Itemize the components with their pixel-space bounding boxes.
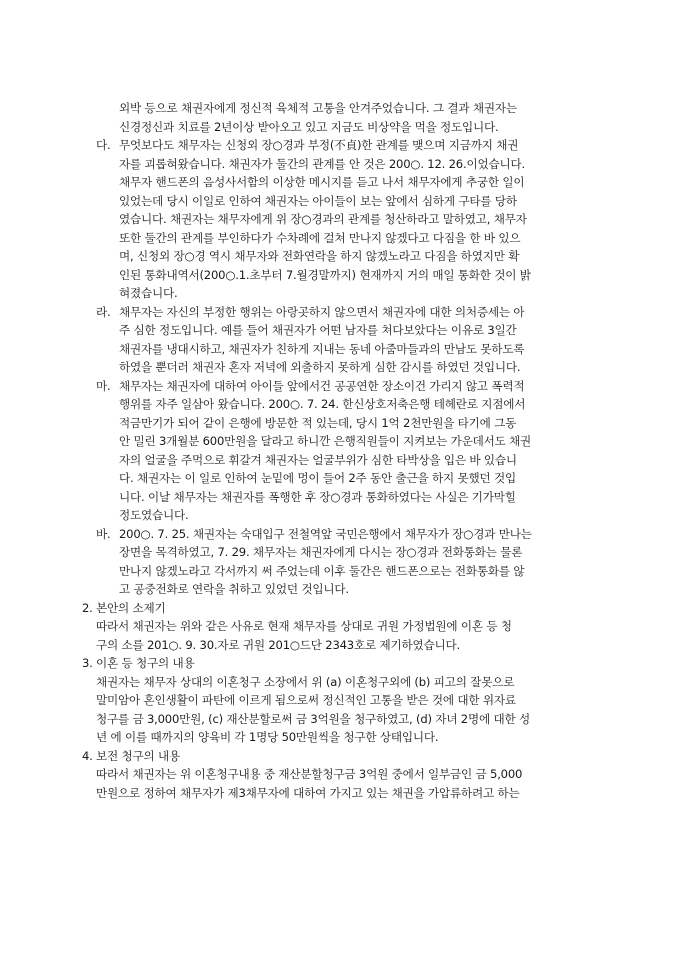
text-line: 정도였습니다. (119, 508, 189, 522)
item-marker-da: 다. (96, 138, 111, 152)
text-line: 또한 둘간의 관계를 부인하다가 수차례에 걸쳐 만나지 않겠다고 다짐을 한 바 있으 (119, 231, 521, 245)
section-heading: 보전 청구의 내용 (96, 749, 180, 763)
text-line: 다. 채권자는 이 일로 인하여 눈밑에 멍이 들어 2주 동안 출근을 하지 못했던 것입 (119, 471, 516, 485)
text-line: 따라서 채권자는 위와 같은 사유로 현재 채무자를 상대로 귀원 가정법원에 이혼 등 청 (96, 619, 512, 633)
text-line: 무엇보다도 채무자는 신청외 장○경과 부정(不貞)한 관계를 맺으며 지금까지 채권 (119, 138, 519, 152)
text-line: 채무자는 채권자에 대하여 아이들 앞에서건 공공연한 장소이건 가리지 않고 폭력적 (119, 379, 525, 393)
text-line: 채권자는 채무자 상대의 이혼청구 소장에서 위 (a) 이혼청구외에 (b) 피고의 잘못으로 (96, 675, 515, 689)
text-line: 고 공중전화로 연락을 취하고 있었던 것입니다. (119, 582, 349, 596)
item-marker-ra: 라. (96, 305, 111, 319)
text-line: 년 에 이를 때까지의 양육비 각 1명당 50만원씩을 청구한 상태입니다. (96, 730, 439, 744)
text-line: 있었는데 당시 이일로 인하여 채권자는 아이들이 보는 앞에서 심하게 구타를 당하 (119, 194, 517, 208)
text-line: 만나지 않겠노라고 각서까지 써 주었는데 이후 둘간은 핸드폰으로는 전화통화를 않 (119, 564, 525, 578)
text-line: 채무자 핸드폰의 음성사서함의 이상한 메시지를 듣고 나서 채무자에게 추궁한 일이 (119, 175, 525, 189)
section-number-4: 4. (82, 749, 93, 763)
text-line: 였습니다. 채권자는 채무자에게 위 장○경과의 관계를 청산하라고 말하였고, 채무자 (119, 212, 527, 226)
text-line: 자를 괴롭혀왔습니다. 채권자가 둘간의 관계를 안 것은 200○. 12. 26.이었습니다. (119, 157, 525, 171)
text-line: 자의 얼굴을 주먹으로 휘갈겨 채권자는 얼굴부위가 심한 타박상을 입은 바 있습니 (119, 453, 517, 467)
section-heading: 이혼 등 청구의 내용 (96, 656, 195, 670)
text-line: 만원으로 정하여 채무자가 제3채무자에 대하여 가지고 있는 채권을 가압류하려고 하는 (96, 786, 520, 800)
text-line: 말미암아 혼인생활이 파탄에 이르게 됨으로써 정신적인 고통을 받은 것에 대한 위자료 (96, 693, 516, 707)
text-line: 인된 통화내역서(200○.1.초부터 7.월경말까지) 현재까지 거의 매일 통화한 것이 밝 (119, 268, 531, 282)
text-line: 행위를 자주 일삼아 왔습니다. 200○. 7. 24. 한신상호저축은행 테헤란로 지점에서 (119, 397, 526, 411)
text-line: 구의 소를 201○. 9. 30.자로 귀원 201○드단 2343호로 제기하였습니다. (96, 638, 460, 652)
text-line: 적금만기가 되어 같이 은행에 방문한 적 있는데, 당시 1억 2천만원을 타기에 그동 (119, 416, 517, 430)
text-line: 며, 신청외 장○경 역시 채무자와 전화연락을 하지 않겠노라고 다짐을 하였지만 확 (119, 249, 520, 263)
text-line: 채무자는 자신의 부정한 행위는 아랑곳하지 않으면서 채권자에 대한 의처증세는 아 (119, 305, 525, 319)
text-line: 니다. 이날 채무자는 채권자를 폭행한 후 장○경과 통화하였다는 사실은 기가막힐 (119, 490, 516, 504)
text-line: 하였을 뿐더러 채권자 혼자 저녁에 외출하지 못하게 심한 감시를 하였던 것입니다. (119, 360, 521, 374)
section-number-2: 2. (82, 601, 93, 615)
text-line: 외박 등으로 채권자에게 정신적 육체적 고통을 안겨주었습니다. 그 결과 채권자는 (119, 101, 517, 115)
text-line: 신경정신과 치료를 2년이상 받아오고 있고 지금도 비상약을 먹을 정도입니다. (119, 120, 499, 134)
text-line: 안 밀린 3개월분 600만원을 달라고 하니깐 은행직원들이 지켜보는 가운데서도 채권 (119, 434, 532, 448)
section-heading: 본안의 소제기 (96, 601, 166, 615)
text-line: 청구를 금 3,000만원, (c) 재산분할로써 금 3억원을 청구하였고, (d) 자녀 2명에 대한 성 (96, 712, 530, 726)
text-line: 채권자를 냉대시하고, 채권자가 친하게 지내는 동네 아줌마들과의 만남도 못하도록 (119, 342, 525, 356)
item-marker-ba: 바. (96, 527, 111, 541)
text-line: 혀졌습니다. (119, 286, 178, 300)
text-line: 주 심한 정도입니다. 예를 들어 채권자가 어떤 남자를 쳐다보았다는 이유로 3일간 (119, 323, 517, 337)
text-line: 장면을 목격하였고, 7. 29. 채무자는 채권자에게 다시는 장○경과 전화통화는 물론 (119, 545, 523, 559)
section-number-3: 3. (82, 656, 93, 670)
item-marker-ma: 마. (96, 379, 111, 393)
text-line: 200○. 7. 25. 채권자는 숙대입구 전철역앞 국민은행에서 채무자가 장○경과 만나는 (119, 527, 532, 541)
text-line: 따라서 채권자는 위 이혼청구내용 중 재산분할청구금 3억원 중에서 일부금인 금 5,000 (96, 767, 523, 781)
